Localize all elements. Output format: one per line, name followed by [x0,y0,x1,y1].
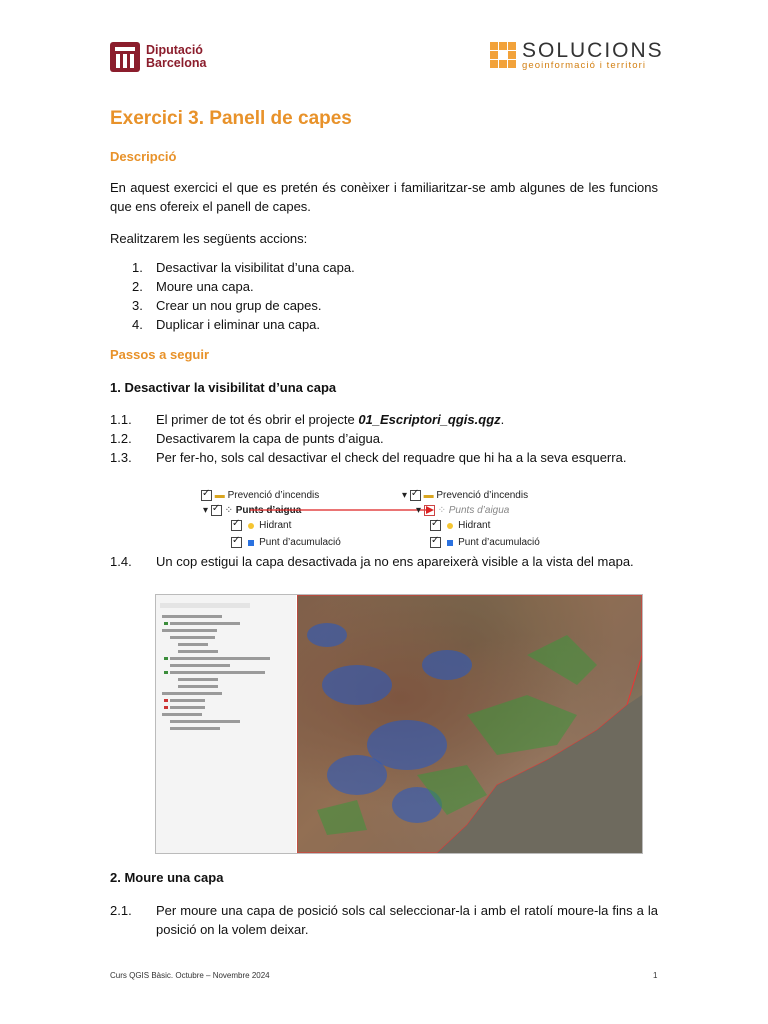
points-icon: ⁘ [224,505,233,517]
group-checkbox-after[interactable] [410,490,421,501]
chevron-down-icon[interactable]: ▾ [203,505,209,517]
sub1-checkbox-after[interactable] [430,520,441,531]
accio-2-num: 2. [132,279,143,294]
qgis-screenshot [155,594,643,854]
diputacio-logo-icon [110,42,140,72]
sub1-checkbox[interactable] [231,520,242,531]
descripcio-heading: Descripció [110,149,177,164]
accio-2-text: Moure una capa. [156,279,254,294]
accio-1-num: 1. [132,260,143,275]
section-1-heading: 1. Desactivar la visibilitat d’una capa [110,380,337,395]
map-illustration [297,595,642,853]
folder-icon: ▬ [423,490,434,502]
step-1-2-num: 1.2. [110,431,132,446]
step-2-1-num: 2.1. [110,903,132,918]
group-label-after: Prevenció d’incendis [436,490,529,502]
dipu-line1: Diputació [146,43,203,57]
chevron-down-icon[interactable]: ▾ [416,505,422,517]
accio-4-text: Duplicar i eliminar una capa. [156,317,321,332]
step-1-3-text: Per fer-ho, sols cal desactivar el check del requadre que hi ha a la seva esquerra. [156,450,627,465]
dipu-line2: Barcelona [146,56,207,70]
solucions-subtitle: geoinformació i territori [522,60,647,71]
sub2-checkbox[interactable] [231,537,242,548]
section-2-heading: 2. Moure una capa [110,870,224,885]
map-view [297,595,642,853]
accions-intro: Realitzarem les següents accions: [110,231,308,246]
qgis-layer-tree-illustration [156,595,296,853]
group-label: Prevenció d’incendis [227,490,320,502]
layer-checkbox-unchecked[interactable] [424,505,435,516]
page-title: Exercici 3. Panell de capes [110,108,352,129]
accumulation-symbol-icon [447,540,453,546]
accumulation-symbol-icon [248,540,254,546]
sub1-label-after: Hidrant [458,520,491,532]
hydrant-symbol-icon [447,523,453,529]
accio-1-text: Desactivar la visibilitat d’una capa. [156,260,355,275]
group-checkbox[interactable] [201,490,212,501]
chevron-down-icon[interactable]: ▾ [402,490,408,502]
page-number: 1 [653,971,658,980]
step-1-4-num: 1.4. [110,554,132,569]
accio-3-text: Crear un nou grup de capes. [156,298,322,313]
step-1-3-num: 1.3. [110,450,132,465]
sub2-checkbox-after[interactable] [430,537,441,548]
points-icon: ⁘ [437,505,446,517]
passos-heading: Passos a seguir [110,347,209,362]
qgis-layers-panel [156,595,296,853]
step-2-1-text: Per moure una capa de posició sols cal seleccionar-la i amb el ratolí moure-la fins a la posició on la volem deixar. [156,903,658,937]
layer-checkbox[interactable] [211,505,222,516]
layer-label: Punts d’aigua [235,505,302,517]
solucions-title: SOLUCIONS [522,39,664,62]
accio-3-num: 3. [132,298,143,313]
step-1-4-text: Un cop estigui la capa desactivada ja no ens apareixerà visible a la vista del mapa. [156,554,634,569]
diputacio-wordmark [146,44,206,70]
footer-course: Curs QGIS Bàsic. Octubre – Novembre 2024 [110,971,270,980]
sub2-label: Punt d’acumulació [259,537,341,549]
hydrant-symbol-icon [248,523,254,529]
solucions-logo-icon [490,42,516,68]
sub1-label: Hidrant [259,520,292,532]
step-1-1-text: El primer de tot és obrir el projecte 01_Escriptori_qgis.qgz. [156,412,505,427]
descripcio-text: En aquest exercici el que es pretén és conèixer i familiaritzar-se amb algunes de les funcions que ens ofereix el panell de capes. [110,180,658,214]
step-1-1-num: 1.1. [110,412,132,427]
project-filename: 01_Escriptori_qgis.qgz [358,412,501,427]
layer-label-after: Punts d’aigua [448,505,510,517]
layer-panel-before [195,488,395,552]
sub2-label-after: Punt d’acumulació [458,537,540,549]
folder-icon: ▬ [214,490,225,502]
step-1-2-text: Desactivarem la capa de punts d’aigua. [156,431,384,446]
accio-4-num: 4. [132,317,143,332]
layer-panel-after [398,488,598,552]
